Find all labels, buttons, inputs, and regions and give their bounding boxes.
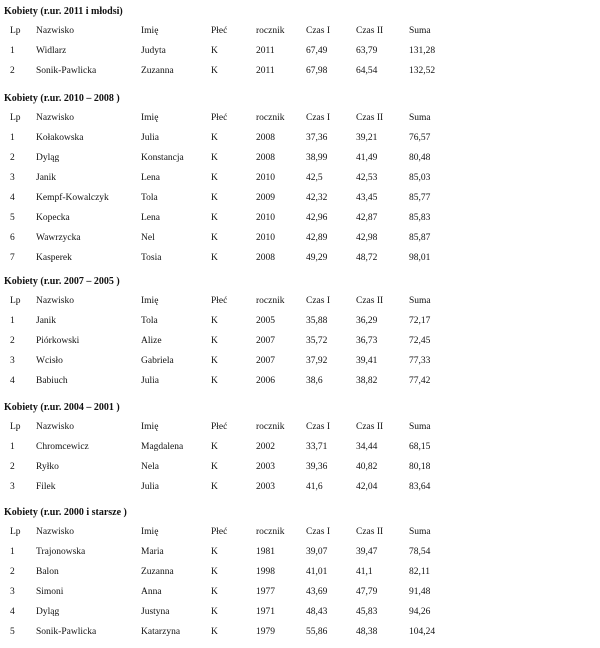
- cell-imie: Gabriela: [141, 356, 174, 366]
- cell-czas-1: 55,86: [306, 627, 328, 637]
- cell-plec: K: [211, 587, 218, 597]
- cell-czas-2: 36,29: [356, 316, 378, 326]
- cell-rocznik: 1981: [256, 547, 275, 557]
- cell-suma: 78,54: [409, 547, 431, 557]
- cell-czas-1: 35,88: [306, 316, 328, 326]
- table-row: [0, 64, 600, 78]
- cell-imie: Konstancja: [141, 153, 184, 163]
- cell-rocznik: 2007: [256, 356, 275, 366]
- cell-suma: 91,48: [409, 587, 431, 597]
- cell-nazwisko: Balon: [36, 567, 59, 577]
- table-row: [0, 191, 600, 205]
- header-rocznik: rocznik: [256, 296, 285, 306]
- cell-czas-1: 48,43: [306, 607, 328, 617]
- cell-czas-1: 67,98: [306, 66, 328, 76]
- header-czas-1: Czas I: [306, 113, 331, 123]
- cell-lp: 1: [10, 46, 15, 56]
- cell-lp: 1: [10, 133, 15, 143]
- cell-czas-1: 43,69: [306, 587, 328, 597]
- cell-lp: 1: [10, 316, 15, 326]
- cell-suma: 132,52: [409, 66, 436, 76]
- header-rocznik: rocznik: [256, 527, 285, 537]
- cell-rocznik: 2003: [256, 482, 275, 492]
- cell-rocznik: 2002: [256, 442, 275, 452]
- cell-lp: 3: [10, 587, 15, 597]
- cell-czas-2: 36,73: [356, 336, 378, 346]
- cell-czas-1: 37,36: [306, 133, 328, 143]
- cell-rocznik: 2011: [256, 46, 275, 56]
- cell-lp: 3: [10, 482, 15, 492]
- cell-czas-1: 37,92: [306, 356, 328, 366]
- cell-imie: Zuzanna: [141, 567, 174, 577]
- cell-imie: Julia: [141, 133, 159, 143]
- cell-plec: K: [211, 213, 218, 223]
- cell-rocznik: 2010: [256, 173, 275, 183]
- cell-suma: 72,17: [409, 316, 431, 326]
- header-czas-2: Czas II: [356, 26, 384, 36]
- cell-suma: 83,64: [409, 482, 431, 492]
- cell-rocznik: 2007: [256, 336, 275, 346]
- cell-suma: 68,15: [409, 442, 431, 452]
- cell-nazwisko: Dyląg: [36, 153, 60, 163]
- cell-rocznik: 1979: [256, 627, 275, 637]
- header-nazwisko: Nazwisko: [36, 113, 74, 123]
- header-lp: Lp: [10, 527, 21, 537]
- cell-plec: K: [211, 336, 218, 346]
- header-plec: Płeć: [211, 527, 228, 537]
- header-imie: Imię: [141, 527, 159, 537]
- header-nazwisko: Nazwisko: [36, 26, 74, 36]
- cell-lp: 1: [10, 442, 15, 452]
- table-row: [0, 151, 600, 165]
- cell-suma: 104,24: [409, 627, 436, 637]
- cell-imie: Tola: [141, 316, 158, 326]
- header-nazwisko: Nazwisko: [36, 296, 74, 306]
- header-rocznik: rocznik: [256, 113, 285, 123]
- cell-czas-2: 39,47: [356, 547, 378, 557]
- header-suma: Suma: [409, 422, 431, 432]
- table-row: [0, 460, 600, 474]
- header-plec: Płeć: [211, 422, 228, 432]
- header-lp: Lp: [10, 422, 21, 432]
- table-row: [0, 565, 600, 579]
- cell-lp: 5: [10, 213, 15, 223]
- cell-suma: 85,03: [409, 173, 431, 183]
- table-header-row: [0, 111, 600, 125]
- cell-suma: 77,42: [409, 376, 431, 386]
- cell-rocznik: 2011: [256, 66, 275, 76]
- cell-plec: K: [211, 462, 218, 472]
- table-row: [0, 605, 600, 619]
- cell-czas-2: 38,82: [356, 376, 378, 386]
- cell-czas-1: 38,99: [306, 153, 328, 163]
- cell-imie: Magdalena: [141, 442, 184, 452]
- header-czas-2: Czas II: [356, 422, 384, 432]
- cell-nazwisko: Sonik-Pawlicka: [36, 627, 97, 637]
- cell-plec: K: [211, 233, 218, 243]
- header-plec: Płeć: [211, 26, 228, 36]
- cell-rocznik: 2010: [256, 213, 275, 223]
- table-header-row: [0, 420, 600, 434]
- cell-lp: 4: [10, 193, 15, 203]
- cell-czas-2: 47,79: [356, 587, 378, 597]
- table-header-row: [0, 24, 600, 38]
- table-row: [0, 131, 600, 145]
- cell-suma: 85,87: [409, 233, 431, 243]
- cell-lp: 2: [10, 336, 15, 346]
- table-row: [0, 334, 600, 348]
- cell-czas-1: 38,6: [306, 376, 323, 386]
- table-header-row: [0, 294, 600, 308]
- cell-imie: Anna: [141, 587, 162, 597]
- cell-nazwisko: Wcisło: [36, 356, 63, 366]
- cell-czas-2: 42,04: [356, 482, 378, 492]
- cell-czas-1: 35,72: [306, 336, 328, 346]
- cell-lp: 5: [10, 627, 15, 637]
- cell-imie: Justyna: [141, 607, 170, 617]
- table-row: [0, 585, 600, 599]
- cell-lp: 2: [10, 462, 15, 472]
- section-heading: Kobiety (r.ur. 2007 – 2005 ): [4, 276, 120, 287]
- cell-imie: Lena: [141, 173, 160, 183]
- cell-czas-1: 33,71: [306, 442, 328, 452]
- cell-czas-2: 48,72: [356, 253, 378, 263]
- cell-rocznik: 2003: [256, 462, 275, 472]
- header-rocznik: rocznik: [256, 422, 285, 432]
- cell-plec: K: [211, 46, 218, 56]
- cell-plec: K: [211, 316, 218, 326]
- cell-nazwisko: Simoni: [36, 587, 64, 597]
- table-row: [0, 251, 600, 265]
- cell-czas-2: 39,21: [356, 133, 378, 143]
- cell-czas-2: 40,82: [356, 462, 378, 472]
- header-suma: Suma: [409, 113, 431, 123]
- header-imie: Imię: [141, 296, 159, 306]
- cell-lp: 3: [10, 356, 15, 366]
- cell-plec: K: [211, 253, 218, 263]
- cell-nazwisko: Widlarz: [36, 46, 67, 56]
- cell-czas-2: 34,44: [356, 442, 378, 452]
- cell-suma: 77,33: [409, 356, 431, 366]
- header-czas-1: Czas I: [306, 26, 331, 36]
- cell-plec: K: [211, 133, 218, 143]
- header-suma: Suma: [409, 527, 431, 537]
- cell-nazwisko: Kempf-Kowalczyk: [36, 193, 109, 203]
- cell-rocznik: 1998: [256, 567, 275, 577]
- cell-imie: Judyta: [141, 46, 166, 56]
- cell-lp: 4: [10, 376, 15, 386]
- cell-czas-1: 42,32: [306, 193, 328, 203]
- cell-plec: K: [211, 442, 218, 452]
- cell-plec: K: [211, 607, 218, 617]
- header-suma: Suma: [409, 26, 431, 36]
- cell-rocznik: 2008: [256, 133, 275, 143]
- cell-lp: 1: [10, 547, 15, 557]
- cell-czas-2: 41,1: [356, 567, 373, 577]
- table-row: [0, 211, 600, 225]
- cell-czas-2: 42,98: [356, 233, 378, 243]
- cell-imie: Katarzyna: [141, 627, 181, 637]
- cell-czas-1: 42,5: [306, 173, 323, 183]
- cell-czas-2: 42,87: [356, 213, 378, 223]
- cell-imie: Tola: [141, 193, 158, 203]
- header-lp: Lp: [10, 26, 21, 36]
- header-czas-2: Czas II: [356, 527, 384, 537]
- cell-czas-1: 42,96: [306, 213, 328, 223]
- header-imie: Imię: [141, 113, 159, 123]
- cell-suma: 80,48: [409, 153, 431, 163]
- cell-czas-2: 43,45: [356, 193, 378, 203]
- cell-czas-1: 41,01: [306, 567, 328, 577]
- cell-plec: K: [211, 173, 218, 183]
- header-nazwisko: Nazwisko: [36, 527, 74, 537]
- table-row: [0, 171, 600, 185]
- cell-plec: K: [211, 482, 218, 492]
- table-row: [0, 545, 600, 559]
- cell-rocznik: 2005: [256, 316, 275, 326]
- cell-nazwisko: Filek: [36, 482, 56, 492]
- section-heading: Kobiety (r.ur. 2010 – 2008 ): [4, 93, 120, 104]
- cell-nazwisko: Kasperek: [36, 253, 72, 263]
- header-suma: Suma: [409, 296, 431, 306]
- cell-czas-1: 39,36: [306, 462, 328, 472]
- cell-rocznik: 2008: [256, 253, 275, 263]
- cell-nazwisko: Sonik-Pawlicka: [36, 66, 97, 76]
- header-plec: Płeć: [211, 296, 228, 306]
- cell-suma: 98,01: [409, 253, 431, 263]
- cell-czas-2: 64,54: [356, 66, 378, 76]
- cell-imie: Tosia: [141, 253, 162, 263]
- cell-plec: K: [211, 356, 218, 366]
- cell-suma: 85,83: [409, 213, 431, 223]
- table-header-row: [0, 525, 600, 539]
- cell-suma: 72,45: [409, 336, 431, 346]
- cell-lp: 2: [10, 567, 15, 577]
- header-czas-1: Czas I: [306, 296, 331, 306]
- cell-nazwisko: Janik: [36, 316, 57, 326]
- cell-lp: 4: [10, 607, 15, 617]
- table-row: [0, 625, 600, 639]
- cell-plec: K: [211, 376, 218, 386]
- header-czas-1: Czas I: [306, 527, 331, 537]
- cell-suma: 85,77: [409, 193, 431, 203]
- cell-nazwisko: Babiuch: [36, 376, 68, 386]
- table-row: [0, 314, 600, 328]
- cell-imie: Maria: [141, 547, 164, 557]
- header-czas-2: Czas II: [356, 296, 384, 306]
- cell-lp: 3: [10, 173, 15, 183]
- cell-plec: K: [211, 193, 218, 203]
- cell-suma: 82,11: [409, 567, 431, 577]
- cell-rocznik: 2010: [256, 233, 275, 243]
- cell-nazwisko: Dyląg: [36, 607, 60, 617]
- cell-lp: 2: [10, 66, 15, 76]
- cell-suma: 94,26: [409, 607, 431, 617]
- cell-imie: Zuzanna: [141, 66, 174, 76]
- cell-rocznik: 2008: [256, 153, 275, 163]
- table-row: [0, 354, 600, 368]
- header-plec: Płeć: [211, 113, 228, 123]
- cell-plec: K: [211, 66, 218, 76]
- cell-czas-1: 41,6: [306, 482, 323, 492]
- cell-nazwisko: Kołakowska: [36, 133, 84, 143]
- header-czas-2: Czas II: [356, 113, 384, 123]
- section-heading: Kobiety (r.ur. 2011 i młodsi): [4, 6, 123, 17]
- cell-suma: 80,18: [409, 462, 431, 472]
- cell-rocznik: 2006: [256, 376, 275, 386]
- cell-suma: 76,57: [409, 133, 431, 143]
- cell-czas-2: 63,79: [356, 46, 378, 56]
- header-czas-1: Czas I: [306, 422, 331, 432]
- cell-imie: Lena: [141, 213, 160, 223]
- cell-nazwisko: Piórkowski: [36, 336, 80, 346]
- cell-rocznik: 1971: [256, 607, 275, 617]
- cell-plec: K: [211, 627, 218, 637]
- cell-imie: Julia: [141, 482, 159, 492]
- section-heading: Kobiety (r.ur. 2004 – 2001 ): [4, 402, 120, 413]
- cell-nazwisko: Wawrzycka: [36, 233, 81, 243]
- cell-czas-2: 48,38: [356, 627, 378, 637]
- table-row: [0, 374, 600, 388]
- table-row: [0, 44, 600, 58]
- cell-plec: K: [211, 153, 218, 163]
- cell-nazwisko: Ryłko: [36, 462, 59, 472]
- cell-czas-1: 39,07: [306, 547, 328, 557]
- cell-nazwisko: Chromcewicz: [36, 442, 89, 452]
- table-row: [0, 231, 600, 245]
- table-row: [0, 480, 600, 494]
- cell-suma: 131,28: [409, 46, 436, 56]
- cell-imie: Nela: [141, 462, 159, 472]
- cell-imie: Julia: [141, 376, 159, 386]
- cell-czas-1: 42,89: [306, 233, 328, 243]
- cell-rocznik: 2009: [256, 193, 275, 203]
- cell-czas-1: 49,29: [306, 253, 328, 263]
- header-imie: Imię: [141, 26, 159, 36]
- cell-imie: Alize: [141, 336, 162, 346]
- cell-lp: 6: [10, 233, 15, 243]
- cell-czas-2: 39,41: [356, 356, 378, 366]
- cell-lp: 7: [10, 253, 15, 263]
- cell-nazwisko: Janik: [36, 173, 57, 183]
- cell-plec: K: [211, 547, 218, 557]
- cell-czas-2: 42,53: [356, 173, 378, 183]
- cell-imie: Nel: [141, 233, 155, 243]
- cell-rocznik: 1977: [256, 587, 275, 597]
- cell-nazwisko: Trajonowska: [36, 547, 86, 557]
- cell-czas-2: 45,83: [356, 607, 378, 617]
- cell-czas-2: 41,49: [356, 153, 378, 163]
- cell-plec: K: [211, 567, 218, 577]
- header-rocznik: rocznik: [256, 26, 285, 36]
- section-heading: Kobiety (r.ur. 2000 i starsze ): [4, 507, 127, 518]
- cell-nazwisko: Kopecka: [36, 213, 70, 223]
- cell-lp: 2: [10, 153, 15, 163]
- header-lp: Lp: [10, 113, 21, 123]
- header-lp: Lp: [10, 296, 21, 306]
- header-imie: Imię: [141, 422, 159, 432]
- header-nazwisko: Nazwisko: [36, 422, 74, 432]
- cell-czas-1: 67,49: [306, 46, 328, 56]
- table-row: [0, 440, 600, 454]
